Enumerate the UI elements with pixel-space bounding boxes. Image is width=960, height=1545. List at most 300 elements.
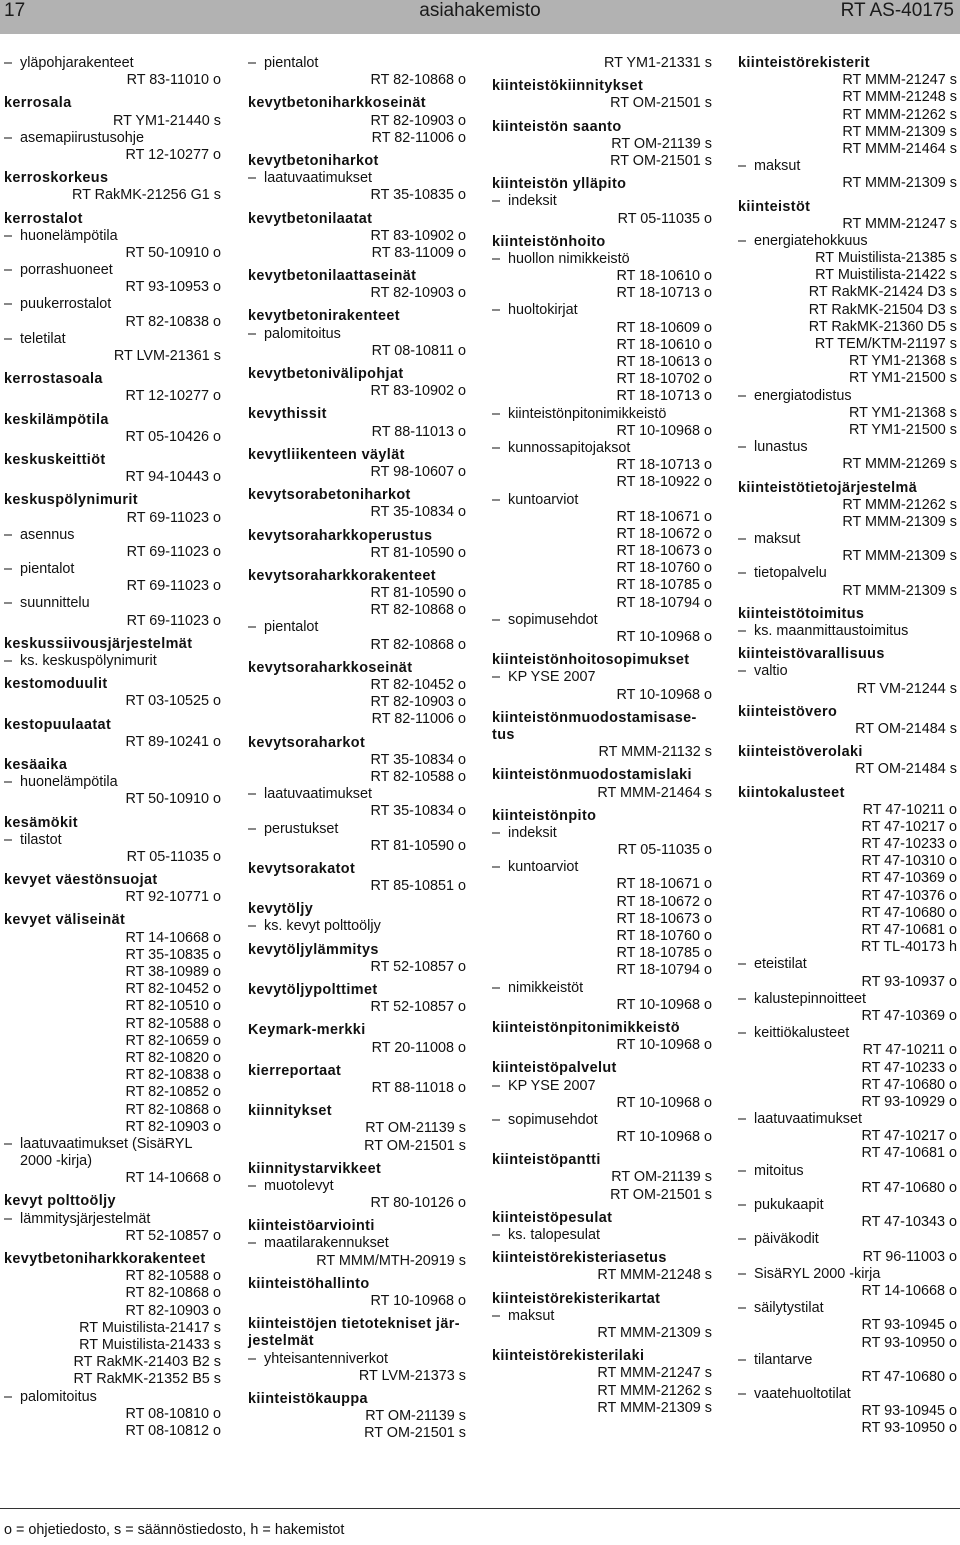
index-reference: RT 05-11035 o [126,848,221,865]
index-reference: RT 08-10810 o [125,1405,221,1422]
index-subentry: – perustukset [248,821,466,838]
index-reference: RT 08-10811 o [371,342,466,359]
index-subentry: – ks. keskuspölynimurit [4,653,221,670]
index-reference: RT 82-10903 o [125,1302,221,1319]
index-subentry: – palomitoitus [248,326,466,343]
index-subentry: – huonelämpötila [4,228,221,245]
index-heading: kiinteistöt [738,198,811,215]
index-reference: RT MMM-21262 s [597,1382,712,1399]
index-reference: RT 47-10233 o [861,836,957,853]
index-heading: kevytbetonivälipohjat [248,366,404,382]
index-reference: RT LVM-21373 s [358,1367,466,1384]
index-reference: RT 82-10452 o [125,981,221,998]
header-title: asiahakemisto [419,0,541,21]
index-reference: RT 47-10680 o [861,1179,957,1196]
index-heading: kevytbetoniharkkoseinät [248,95,426,112]
index-reference: RT 52-10857 o [370,958,466,975]
index-reference: RT 18-10672 o [616,893,712,910]
index-reference: RT MMM/MTH-20919 s [316,1252,466,1269]
index-subentry-continued: 2000 -kirja) [20,1153,92,1170]
index-reference: RT 18-10610 o [616,268,712,285]
index-reference: RT 18-10671 o [616,508,712,525]
index-subentry: – mitoitus [738,1163,957,1180]
index-heading: kevytsoraharkot [248,734,366,751]
index-column-3 [492,55,712,1417]
index-reference: RT YM1-21500 s [849,370,957,387]
index-reference: RT 93-10937 o [861,973,957,990]
index-heading: kevytbetonirakenteet [248,308,400,325]
index-heading: kevytsoraharkkorakenteet [248,567,436,584]
index-heading-continued: tus [492,726,515,743]
index-subentry: – säilytystilat [738,1300,957,1317]
index-heading: kiinteistön ylläpito [492,176,627,193]
index-heading: kiinteistökauppa [248,1390,368,1407]
index-reference: RT 18-10713 o [616,388,712,405]
index-reference: RT 94-10443 o [125,469,221,486]
index-reference: RT 20-11008 o [371,1039,466,1056]
index-reference: RT OM-21501 s [364,1137,466,1154]
index-reference: RT 82-10868 o [370,72,466,89]
index-reference: RT OM-21501 s [364,1425,466,1442]
index-reference: RT 98-10607 o [370,463,466,480]
index-reference: RT 81-10590 o [370,837,466,854]
index-reference: RT MMM-21248 s [597,1267,712,1284]
index-reference: RT 18-10794 o [616,594,712,611]
index-heading: kiinteistörekisteriasetus [492,1250,667,1267]
index-reference: RT 18-10713 o [616,457,712,474]
index-reference: RT 82-10868 o [370,602,466,619]
index-subentry: – maksut [738,158,957,175]
index-subentry: – asemapiirustusohje [4,130,221,147]
index-subentry: – tilastot [4,832,221,849]
index-reference: RT 81-10590 o [370,544,466,561]
document-code: RT AS-40175 [840,0,954,21]
index-reference: RT 88-11013 o [371,423,466,440]
index-reference: RT 82-10838 o [125,1067,221,1084]
index-reference: RT MMM-21309 s [842,513,957,530]
index-subentry: – ks. maanmittaustoimitus [738,623,957,640]
index-reference: RT MMM-21247 s [842,215,957,232]
index-reference: RT MMM-21309 s [842,123,957,140]
index-subentry: – laatuvaatimukset [248,786,466,803]
index-reference: RT 82-10868 o [125,1101,221,1118]
index-reference: RT 10-10968 o [616,1037,712,1054]
index-heading: kiinteistökiinnitykset [492,78,644,95]
index-heading: kevytsoraharkkoseinät [248,659,413,676]
index-reference: RT YM1-21500 s [849,421,957,438]
index-reference: RT 47-10680 o [861,1076,957,1093]
index-reference: RT 10-10968 o [616,422,712,439]
index-heading: kiinteistöverolaki [738,744,863,761]
index-reference: RT 83-10902 o [370,227,466,244]
index-reference: RT MMM-21247 s [597,1365,712,1382]
index-reference: RT OM-21501 s [610,1186,712,1203]
index-heading: kevytbetonilaatat [248,210,373,227]
index-reference: RT 35-10834 o [370,751,466,768]
index-reference: RT VM-21244 s [856,680,957,697]
index-reference: RT MMM-21262 s [842,106,957,123]
index-reference: RT 82-11006 o [371,711,466,728]
index-reference: RT 12-10277 o [125,146,221,163]
index-reference: RT 18-10713 o [616,285,712,302]
index-reference: RT 47-10369 o [861,870,957,887]
index-heading: keskuskeittiöt [4,451,106,468]
index-subentry: – tilantarve [738,1352,957,1369]
index-subentry: – indeksit [492,193,712,210]
index-heading: kiinteistön saanto [492,118,622,135]
index-reference: RT RakMK-21504 D3 s [808,301,957,318]
index-subentry: – maatilarakennukset [248,1235,466,1252]
index-reference: RT YM1-21331 s [604,55,712,71]
index-subentry: – teletilat [4,331,221,348]
index-subentry: – pukukaapit [738,1197,957,1214]
index-reference: RT 93-10929 o [861,1093,957,1110]
index-reference: RT 47-10343 o [861,1214,957,1231]
index-reference: RT 82-10868 o [370,636,466,653]
index-subentry: – yhteisantenniverkot [248,1351,466,1368]
index-heading: kevyet väliseinät [4,912,126,929]
index-heading: kesämökit [4,814,78,831]
index-reference: RT 96-11003 o [862,1248,957,1265]
index-subentry: – palomitoitus [4,1389,221,1406]
index-reference: RT 93-10945 o [861,1403,957,1420]
index-heading: kiinnitystarvikkeet [248,1160,382,1177]
index-reference: RT 14-10668 o [125,1170,221,1187]
index-heading: kerroskorkeus [4,170,109,187]
index-reference: RT 81-10590 o [370,585,466,602]
index-reference: RT MMM-21269 s [842,456,957,473]
index-reference: RT 47-10217 o [861,818,957,835]
index-heading: kevytsoraharkkoperustus [248,527,433,544]
index-reference: RT 47-10376 o [861,887,957,904]
index-reference: RT 38-10989 o [125,964,221,980]
index-reference: RT MMM-21309 s [597,1324,712,1341]
index-reference: RT 83-11010 o [126,72,221,89]
index-reference: RT MMM-21309 s [597,1399,712,1416]
index-heading: keskuspölynimurit [4,492,138,509]
index-reference: RT Muistilista-21422 s [815,267,957,284]
index-heading: kiinteistörekisterit [738,55,870,71]
index-reference: RT 82-11006 o [371,129,466,146]
index-reference: RT 47-10310 o [861,853,957,870]
index-heading: kevytliikenteen väylät [248,446,405,463]
index-reference: RT 10-10968 o [370,1293,466,1309]
index-reference: RT 12-10277 o [125,388,221,405]
index-heading: kiinteistöjen tietotekniset jär- [248,1316,460,1333]
index-subentry: – tietopalvelu [738,565,957,582]
index-reference: RT 47-10680 o [861,1368,957,1385]
index-reference: RT MMM-21247 s [842,72,957,89]
index-reference: RT TL-40173 h [860,939,957,956]
index-reference: RT 47-10681 o [861,922,957,938]
index-reference: RT 47-10217 o [861,1128,957,1145]
index-heading: kiinteistönpito [492,807,597,824]
index-subentry: – ks. talopesulat [492,1227,712,1244]
index-reference: RT OM-21139 s [611,135,712,152]
index-heading: kierreportaat [248,1062,342,1079]
index-reference: RT Muistilista-21417 s [79,1319,221,1336]
index-heading: kevytsorakatot [248,860,356,877]
index-heading: kiinteistönmuodostamislaki [492,767,692,784]
index-heading: kiinteistöpalvelut [492,1060,617,1077]
footer-legend: o = ohjetiedosto, s = säännöstiedosto, h = hakemistot [4,1522,345,1538]
index-reference: RT 14-10668 o [125,929,221,946]
index-heading: kestopuulaatat [4,716,112,733]
index-reference: RT OM-21501 s [610,95,712,112]
index-heading: kerrostasoala [4,371,103,388]
index-reference: RT 85-10851 o [370,878,466,895]
index-reference: RT 50-10910 o [125,244,221,261]
index-reference: RT MMM-21248 s [842,89,957,106]
index-reference: RT 82-10588 o [370,768,466,785]
index-heading: kiinteistönpitonimikkeistö [492,1019,680,1036]
index-reference: RT 08-10812 o [125,1422,221,1439]
index-reference: RT 18-10672 o [616,525,712,542]
page-header [0,0,960,34]
index-reference: RT 10-10968 o [616,1129,712,1146]
index-heading: kiinteistöhallinto [248,1275,370,1292]
index-heading: kiinteistörekisterilaki [492,1348,645,1365]
index-heading: kerrosala [4,95,72,112]
index-subentry: – sopimusehdot [492,612,712,629]
index-reference: RT MMM-21132 s [598,744,712,761]
index-reference: RT OM-21484 s [855,720,957,737]
index-reference: RT Muistilista-21433 s [79,1336,221,1353]
index-reference: RT 18-10673 o [616,910,712,927]
index-reference: RT YM1-21368 s [849,404,957,421]
index-reference: RT 93-10950 o [861,1420,957,1437]
index-reference: RT 05-11035 o [617,210,712,227]
index-heading-continued: jestelmät [248,1333,314,1350]
index-reference: RT 82-10588 o [125,1268,221,1285]
index-subentry: – huonelämpötila [4,774,221,791]
index-subentry: – päiväkodit [738,1231,957,1248]
index-column-2 [248,55,466,1443]
index-reference: RT OM-21139 s [365,1120,466,1137]
index-subentry: – pientalot [248,619,466,636]
index-reference: RT 47-10680 o [861,904,957,921]
index-heading: keskilämpötila [4,411,109,428]
index-reference: RT 10-10968 o [616,1094,712,1111]
index-reference: RT 47-10211 o [862,801,957,818]
index-reference: RT 82-10903 o [370,694,466,711]
index-subentry: – kunnossapitojaksot [492,440,712,457]
index-reference: RT RakMK-21256 G1 s [71,187,221,204]
index-reference: RT 10-10968 o [616,629,712,645]
index-reference: RT OM-21139 s [365,1408,466,1425]
index-subentry: – KP YSE 2007 [492,1078,712,1095]
index-heading: kevythissit [248,406,327,423]
index-heading: kevyt polttoöljy [4,1193,116,1210]
index-subentry: – maksut [492,1308,712,1325]
index-reference: RT 83-11009 o [371,244,466,261]
index-reference: RT 82-10903 o [125,1118,221,1135]
index-reference: RT 35-10834 o [370,803,466,820]
index-reference: RT 69-11023 o [126,578,221,595]
index-reference: RT 52-10857 o [125,1227,221,1244]
index-reference: RT MMM-21262 s [842,496,957,513]
index-subentry: – keittiökalusteet [738,1025,957,1042]
index-reference: RT 82-10903 o [370,112,466,129]
index-reference: RT RakMK-21424 D3 s [808,284,957,301]
index-reference: RT 82-10838 o [125,313,221,330]
index-heading: kerrostalot [4,210,83,227]
index-reference: RT 10-10968 o [616,686,712,703]
index-reference: RT 89-10241 o [125,733,221,750]
index-reference: RT 18-10673 o [616,543,712,560]
index-subentry: – laatuvaatimukset [248,170,466,187]
index-reference: RT TEM/KTM-21197 s [814,336,957,352]
index-subentry: – maksut [738,531,957,548]
index-reference: RT 88-11018 o [371,1079,466,1096]
index-reference: RT MMM-21309 s [842,175,957,192]
index-reference: RT 82-10510 o [125,998,221,1015]
index-reference: RT MMM-21464 s [842,140,957,157]
index-subentry: – kiinteistönpitonimikkeistö [492,406,712,423]
index-subentry: – yläpohjarakenteet [4,55,221,72]
index-subentry: – puukerrostalot [4,296,221,313]
index-reference: RT 18-10760 o [616,560,712,577]
index-reference: RT 82-10852 o [125,1084,221,1101]
index-heading: kiinteistövarallisuus [738,646,885,663]
index-subentry: – lunastus [738,439,957,456]
index-reference: RT 80-10126 o [370,1195,466,1212]
index-heading: kiinteistönmuodostamisase- [492,709,697,726]
index-heading: kiinnitykset [248,1103,332,1120]
index-heading: kevytsorabetoniharkot [248,487,411,504]
index-subentry: – pientalot [248,55,466,72]
index-reference: RT Muistilista-21385 s [815,250,957,267]
index-subentry: – asennus [4,527,221,544]
index-subentry: – KP YSE 2007 [492,669,712,686]
footer-divider [0,1508,960,1509]
index-reference: RT 47-10233 o [861,1059,957,1076]
index-heading: kiinteistötoimitus [738,605,865,622]
index-heading: keskussiivousjärjestelmät [4,635,193,652]
index-heading: kiintokalusteet [738,784,845,801]
index-reference: RT RakMK-21352 B5 s [73,1371,221,1388]
index-subentry: – lämmitysjärjestelmät [4,1211,221,1228]
index-heading: kevytbetoniharkkorakenteet [4,1251,206,1267]
index-reference: RT 93-10945 o [861,1317,957,1334]
index-subentry: – huollon nimikkeistö [492,251,712,268]
index-reference: RT 18-10702 o [616,371,712,388]
index-reference: RT OM-21501 s [610,152,712,169]
index-reference: RT 35-10834 o [370,504,466,521]
index-reference: RT YM1-21440 s [113,112,221,129]
index-reference: RT 82-10820 o [125,1049,221,1066]
index-heading: Keymark-merkki [248,1022,366,1039]
index-reference: RT 69-11023 o [126,543,221,560]
index-heading: kiinteistöpesulat [492,1209,613,1226]
index-subentry: – kuntoarviot [492,859,712,876]
index-subentry: – sopimusehdot [492,1112,712,1129]
index-reference: RT 82-10903 o [370,285,466,302]
index-reference: RT OM-21484 s [855,761,957,778]
index-reference: RT 18-10922 o [616,474,712,491]
index-reference: RT 52-10857 o [370,999,466,1016]
index-reference: RT 14-10668 o [861,1282,957,1299]
index-reference: RT 18-10794 o [616,962,712,979]
index-reference: RT MMM-21309 s [842,548,957,565]
index-heading: kiinteistönhoitosopimukset [492,652,690,669]
index-reference: RT 35-10835 o [125,946,221,963]
index-reference: RT 69-11023 o [126,612,221,629]
index-heading: kevytbetonilaattaseinät [248,268,417,285]
index-subentry: – porrashuoneet [4,262,221,279]
index-subentry: – energiatodistus [738,388,957,405]
index-heading: kiinteistötietojärjestelmä [738,479,918,496]
index-subentry: – SisäRYL 2000 -kirja [738,1266,957,1283]
index-heading: kestomoduulit [4,676,108,693]
index-subentry: – suunnittelu [4,595,221,612]
index-reference: RT 35-10835 o [370,187,466,204]
index-subentry: – indeksit [492,825,712,842]
index-reference: RT 47-10369 o [861,1007,957,1024]
index-heading: kevytöljypolttimet [248,982,378,998]
index-reference: RT 83-10902 o [370,383,466,400]
index-reference: RT LVM-21361 s [113,348,221,364]
index-subentry: – nimikkeistöt [492,980,712,997]
index-reference: RT 82-10868 o [125,1285,221,1302]
index-reference: RT 05-10426 o [125,428,221,445]
index-reference: RT 82-10452 o [370,677,466,693]
index-reference: RT MMM-21309 s [842,582,957,599]
index-column-4 [738,55,957,1438]
index-heading: kevytöljy [248,901,314,918]
index-reference: RT 69-11023 o [126,509,221,526]
index-subentry: – ks. kevyt polttoöljy [248,918,466,935]
index-heading: kiinteistövero [738,703,838,720]
index-reference: RT 47-10681 o [861,1145,957,1162]
index-heading: kesäaika [4,756,68,773]
index-reference: RT 18-10671 o [616,876,712,893]
index-heading: kiinteistöarviointi [248,1218,375,1235]
index-reference: RT 50-10910 o [125,791,221,808]
index-heading: kiinteistöpantti [492,1152,601,1169]
index-reference: RT 93-10953 o [125,279,221,296]
index-reference: RT YM1-21368 s [849,353,957,370]
index-subentry: – eteistilat [738,956,957,973]
index-subentry: – huoltokirjat [492,302,712,319]
index-subentry: – muotolevyt [248,1178,466,1195]
index-column-1 [4,55,221,1440]
index-heading: kevytbetoniharkot [248,152,379,169]
page-number: 17 [4,0,26,21]
index-reference: RT OM-21139 s [611,1169,712,1186]
index-subentry: – pientalot [4,561,221,578]
index-subentry: – valtio [738,663,957,680]
index-heading: kiinteistörekisterikartat [492,1290,661,1307]
index-reference: RT 10-10968 o [616,996,712,1013]
index-subentry: – kuntoarviot [492,492,712,509]
index-reference: RT 82-10588 o [125,1015,221,1032]
index-reference: RT 03-10525 o [125,693,221,710]
index-heading: kevytöljylämmitys [248,941,379,958]
index-reference: RT 18-10613 o [616,354,712,370]
index-reference: RT MMM-21464 s [597,784,712,801]
index-reference: RT 92-10771 o [125,889,221,906]
index-subentry: – vaatehuoltotilat [738,1386,957,1403]
index-heading: kevyet väestönsuojat [4,872,158,889]
index-reference: RT RakMK-21360 D5 s [808,318,957,335]
index-heading: kiinteistönhoito [492,233,606,250]
index-reference: RT RakMK-21403 B2 s [73,1354,221,1371]
index-reference: RT 47-10211 o [862,1042,957,1059]
index-reference: RT 18-10785 o [616,577,712,594]
index-reference: RT 05-11035 o [617,842,712,859]
index-subentry: – laatuvaatimukset (SisäRYL [4,1136,221,1153]
